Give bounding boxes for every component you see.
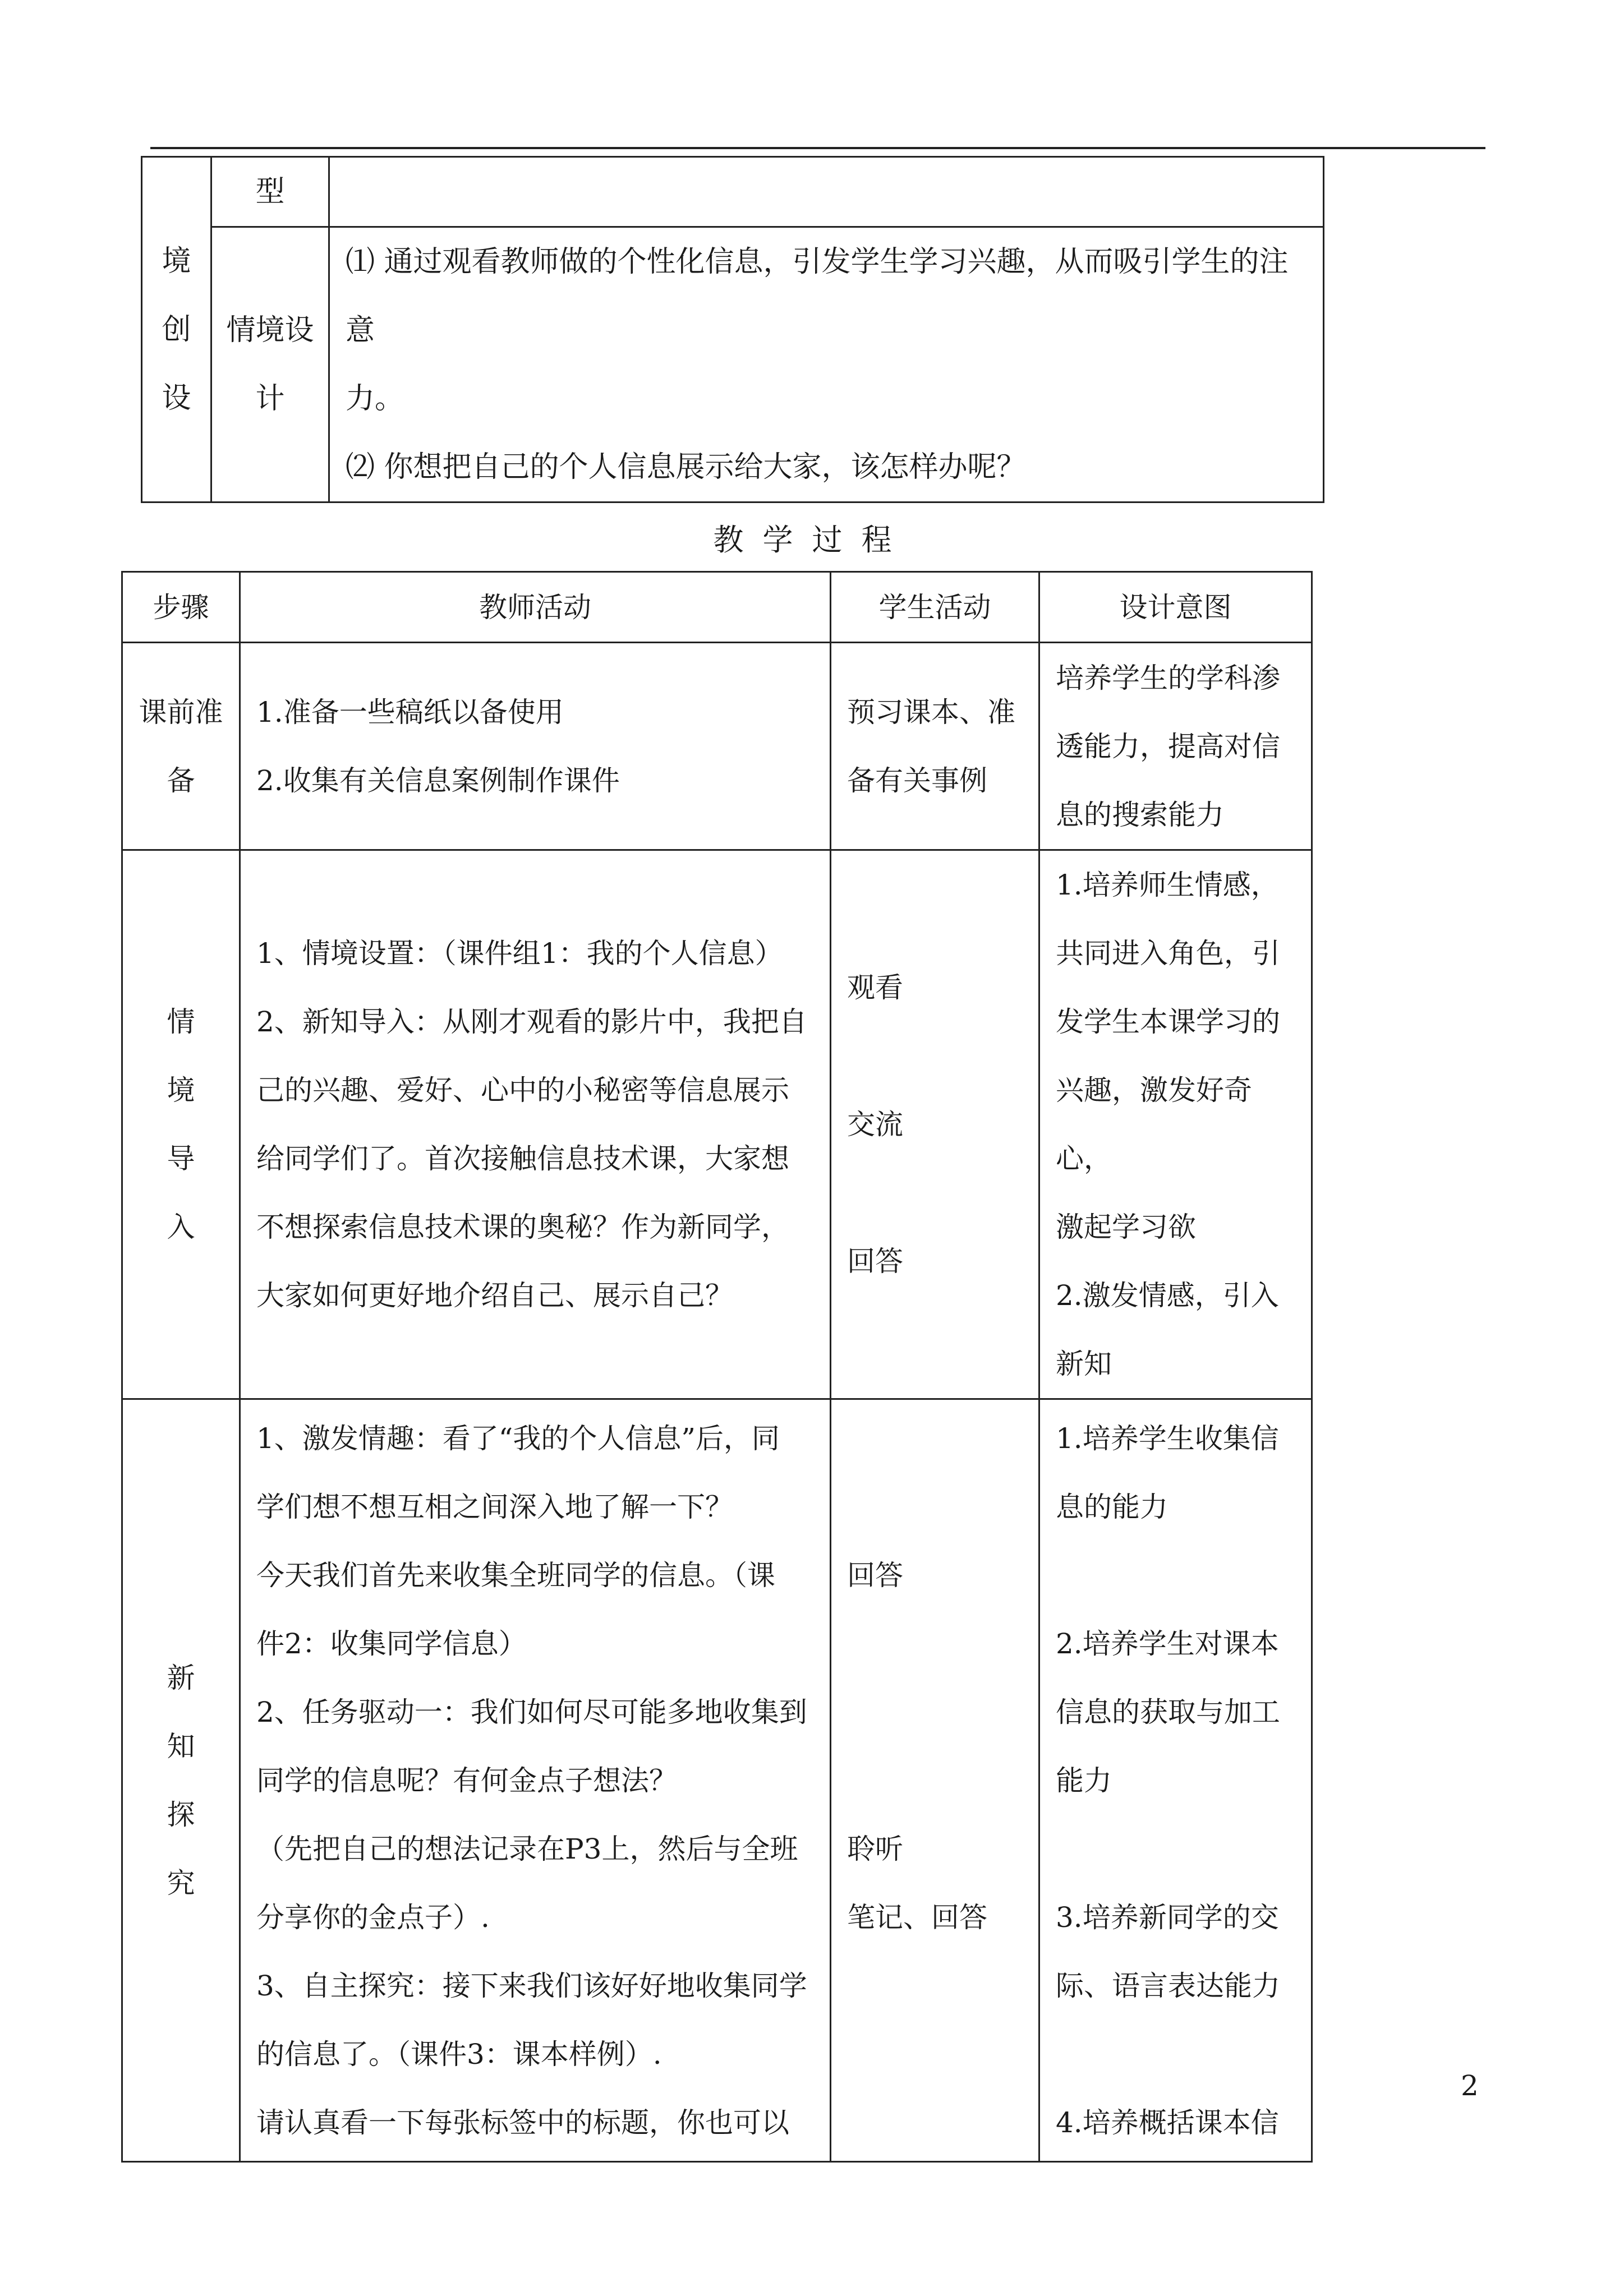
teacher-line: 3、自主探究：接下来我们该好好地收集同学 — [256, 1969, 807, 2002]
student-line — [847, 1473, 1027, 1541]
student-line: 聆听 — [847, 1832, 903, 1865]
step-line: 情 — [167, 1006, 195, 1038]
teacher-line: 不想探索信息技术课的奥秘？作为新同学， — [256, 1211, 789, 1243]
intent-line — [1056, 2020, 1300, 2088]
step-line: 课前准 — [139, 695, 223, 729]
left-label-char: 设 — [162, 381, 191, 415]
student-line — [847, 1678, 1027, 1746]
scenario-left-label — [142, 157, 211, 502]
table-row — [122, 643, 1312, 850]
header-step: 步骤 — [122, 572, 240, 643]
student-line — [847, 1746, 1027, 1815]
student-line — [847, 1610, 1027, 1678]
type-label: 型 — [211, 157, 329, 227]
teacher-line: 2、新知导入：从刚才观看的影片中，我把自 — [256, 1006, 807, 1038]
step-line: 入 — [167, 1211, 195, 1243]
intent-line: 际、语言表达能力 — [1056, 1969, 1280, 2002]
intent-line: 2.培养学生对课本 — [1056, 1627, 1279, 1660]
intent-line: 兴趣，激发好奇心， — [1056, 1074, 1252, 1175]
intent-cell — [1039, 850, 1312, 1399]
student-line — [847, 1404, 1027, 1473]
teacher-line: 1.准备一些稿纸以备使用 — [256, 695, 564, 729]
teacher-line: （先把自己的想法记录在P3上，然后与全班 — [256, 1832, 798, 1865]
intent-cell — [1039, 643, 1312, 850]
design-content-line: ⑴ 通过观看教师做的个性化信息，引发学生学习兴趣，从而吸引学生的注意 — [346, 245, 1289, 347]
intent-line: 新知 — [1056, 1348, 1112, 1380]
page-number: 2 — [1461, 2069, 1479, 2102]
intent-line: 共同进入角色，引 — [1056, 937, 1280, 970]
process-title: 教学过程 — [713, 522, 911, 557]
left-label-char: 创 — [162, 312, 191, 347]
student-cell — [831, 1399, 1039, 2162]
header-teacher: 教师活动 — [240, 572, 831, 643]
step-line: 导 — [167, 1142, 195, 1175]
intent-line: 透能力，提高对信 — [1056, 730, 1280, 763]
student-cell — [831, 850, 1039, 1399]
student-line — [847, 2088, 1027, 2157]
intent-line: 能力 — [1056, 1764, 1112, 1797]
intent-line: 发学生本课学习的 — [1056, 1006, 1280, 1038]
student-line — [847, 2020, 1027, 2088]
teacher-line: 同学的信息呢？有何金点子想法？ — [256, 1764, 677, 1797]
step-cell — [122, 850, 240, 1399]
student-line: 回答 — [847, 1245, 903, 1278]
left-label-char: 境 — [162, 244, 191, 278]
teacher-line: 的信息了。（课件3：课本样例）. — [256, 2037, 662, 2071]
intent-line: 3.培养新同学的交 — [1056, 1901, 1279, 1934]
step-line: 探 — [167, 1798, 195, 1831]
student-line: 交流 — [847, 1108, 903, 1141]
design-label-line: 情境设 — [226, 313, 314, 347]
step-line: 知 — [167, 1730, 195, 1763]
table-row — [122, 850, 1312, 1399]
student-line — [847, 1159, 1027, 1227]
teacher-line: 己的兴趣、爱好、心中的小秘密等信息展示 — [256, 1074, 789, 1106]
teacher-line: 1、激发情趣：看了“我的个人信息”后，同 — [256, 1422, 780, 1455]
intent-line: 息的搜索能力 — [1056, 798, 1224, 831]
intent-line: 信息的获取与加工 — [1056, 1695, 1280, 1728]
teacher-line: 请认真看一下每张标签中的标题，你也可以 — [256, 2106, 789, 2139]
design-label-line: 计 — [255, 382, 285, 416]
student-line: 备有关事例 — [847, 764, 987, 797]
header-student: 学生活动 — [831, 572, 1039, 643]
teacher-cell — [240, 1399, 831, 2162]
step-line: 究 — [167, 1866, 195, 1899]
design-content-line: ⑵ 你想把自己的个人信息展示给大家，该怎样办呢？ — [346, 450, 1026, 484]
teacher-line: 大家如何更好地介绍自己、展示自己？ — [256, 1279, 733, 1312]
intent-line: 激起学习欲 — [1056, 1211, 1196, 1243]
intent-line: 息的能力 — [1056, 1490, 1168, 1523]
teacher-line: 今天我们首先来收集全班同学的信息。（课 — [256, 1559, 775, 1592]
intent-line: 1.培养师生情感， — [1056, 869, 1279, 901]
student-cell — [831, 643, 1039, 850]
step-line: 境 — [167, 1074, 195, 1106]
step-cell — [122, 643, 240, 850]
teacher-line: 1、情境设置：（课件组1：我的个人信息） — [256, 937, 783, 970]
intent-line — [1056, 1815, 1300, 1883]
design-content — [329, 227, 1324, 502]
step-line: 备 — [167, 764, 195, 797]
header-intent: 设计意图 — [1039, 572, 1312, 643]
teacher-cell — [240, 850, 831, 1399]
intent-line: 1.培养学生收集信 — [1056, 1422, 1279, 1455]
intent-line — [1056, 1541, 1300, 1610]
step-line: 新 — [167, 1661, 195, 1694]
teacher-line: 分享你的金点子）. — [256, 1901, 490, 1934]
step-cell — [122, 1399, 240, 2162]
intent-line: 培养学生的学科渗 — [1056, 661, 1280, 694]
header-rule — [150, 147, 1485, 149]
header-row — [122, 572, 1312, 643]
student-line — [847, 1022, 1027, 1090]
teacher-line: 给同学们了。首次接触信息技术课，大家想 — [256, 1142, 789, 1175]
student-line: 笔记、回答 — [847, 1901, 987, 1934]
student-line: 回答 — [847, 1559, 903, 1592]
intent-line: 2.激发情感，引入 — [1056, 1279, 1279, 1312]
student-line: 预习课本、准 — [847, 695, 1015, 729]
student-line: 观看 — [847, 971, 903, 1004]
design-label — [211, 227, 329, 502]
teacher-line: 2.收集有关信息案例制作课件 — [256, 764, 620, 797]
teacher-line: 学们想不想互相之间深入地了解一下？ — [256, 1490, 733, 1523]
scenario-table — [141, 156, 1324, 503]
teacher-line: 2、任务驱动一：我们如何尽可能多地收集到 — [256, 1695, 807, 1728]
intent-cell — [1039, 1399, 1312, 2162]
intent-line: 4.培养概括课本信 — [1056, 2106, 1279, 2139]
teacher-cell — [240, 643, 831, 850]
table-row — [122, 1399, 1312, 2162]
teacher-line: 件2：收集同学信息） — [256, 1627, 527, 1660]
design-content-line: 力。 — [346, 382, 404, 416]
type-value — [329, 157, 1324, 227]
student-line — [847, 1952, 1027, 2020]
teaching-process-table — [121, 571, 1313, 2163]
